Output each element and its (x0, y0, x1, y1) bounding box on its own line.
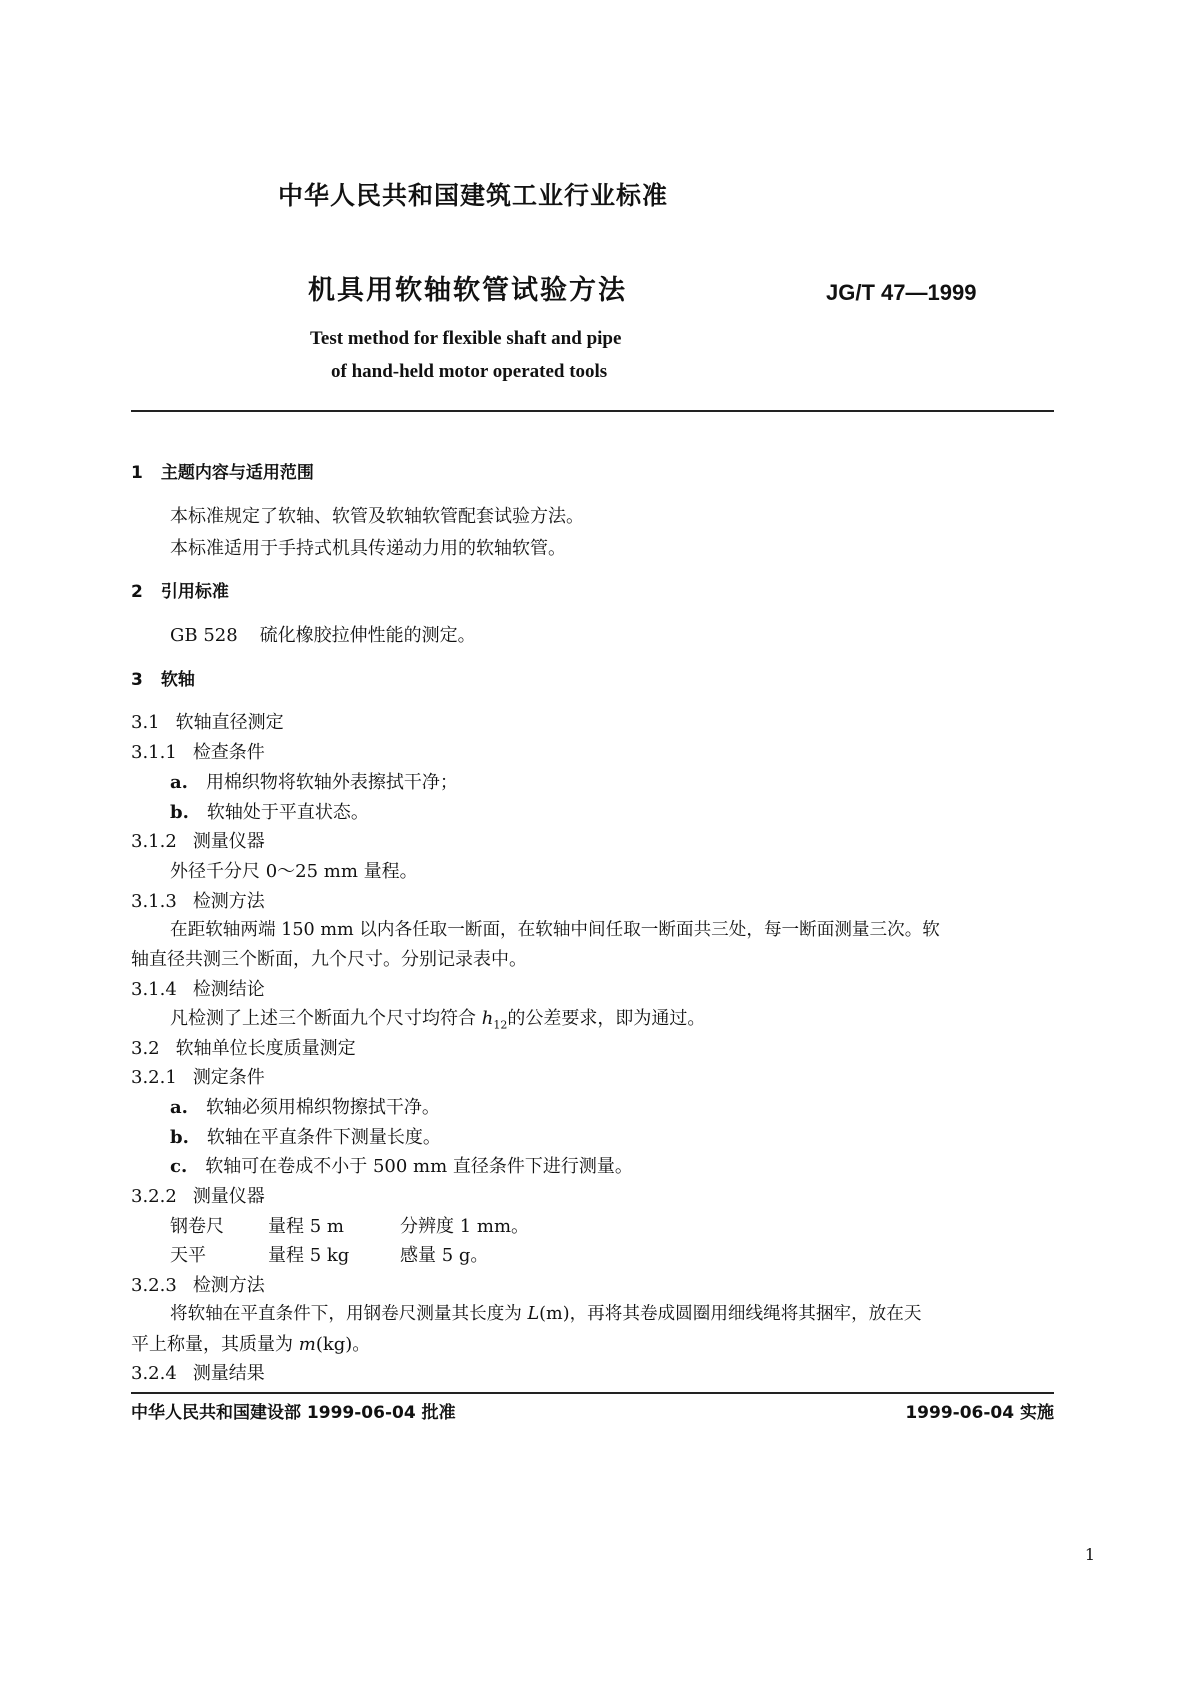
subsection-3-2-3-heading (131, 1271, 265, 1297)
subsection-3-2-2-heading (131, 1182, 265, 1208)
paragraph-line (131, 1330, 370, 1356)
subsection-number: 3.2.3 (131, 1275, 177, 1296)
effective-date-line: 1999-06-04 实施 (905, 1403, 1054, 1423)
subsection-3-1-1-heading (131, 738, 265, 764)
instrument-name: 天平 (170, 1245, 206, 1266)
section-title: 主题内容与适用范围 (160, 463, 314, 483)
subsection-3-2-4-heading (131, 1359, 265, 1385)
section-3-heading (131, 665, 195, 690)
text: 平上称量，其质量为 (131, 1334, 299, 1355)
list-item (170, 1152, 633, 1178)
section-number: 1 (131, 463, 143, 483)
subsection-title: 检查条件 (192, 742, 265, 763)
subsection-title: 测量结果 (192, 1363, 265, 1384)
list-item (170, 798, 369, 824)
section-number: 2 (131, 582, 143, 602)
english-title-line-1: Test method for flexible shaft and pipe (310, 328, 622, 349)
paragraph-line: 在距软轴两端 150 mm 以内各任取一断面，在软轴中间任取一断面共三处，每一断面测量三次。软 (170, 920, 940, 940)
subsection-title: 测量仪器 (192, 831, 265, 852)
instrument-range: 量程 5 m (268, 1216, 344, 1237)
list-text: 软轴在平直条件下测量长度。 (206, 1127, 441, 1148)
subsection-3-2-1-heading (131, 1063, 265, 1089)
tolerance-symbol: h (481, 1008, 494, 1029)
section-title: 软轴 (160, 670, 195, 690)
instrument-range: 量程 5 kg (268, 1245, 350, 1266)
reference-code: GB 528 (170, 625, 238, 646)
paragraph: 本标准适用于手持式机具传递动力用的软轴软管。 (170, 538, 566, 559)
subsection-title: 测量仪器 (192, 1186, 265, 1207)
paragraph: 外径千分尺 0～25 mm 量程。 (170, 861, 418, 882)
subsection-number: 3.1 (131, 712, 160, 733)
reference-title: 硫化橡胶拉伸性能的测定。 (259, 625, 476, 646)
section-2-heading (131, 577, 229, 602)
list-text: 软轴必须用棉织物擦拭干净。 (205, 1097, 440, 1118)
subsection-number: 3.1.3 (131, 891, 177, 912)
subsection-title: 软轴直径测定 (175, 712, 284, 733)
list-item (170, 768, 458, 794)
english-title-line-2: of hand-held motor operated tools (331, 361, 608, 382)
reference-item (170, 621, 476, 647)
text: 凡检测了上述三个断面九个尺寸均符合 (170, 1008, 482, 1029)
subsection-number: 3.2.2 (131, 1186, 177, 1207)
subsection-title: 软轴单位长度质量测定 (175, 1038, 356, 1059)
section-number: 3 (131, 670, 143, 690)
instrument-precision: 分辨度 1 mm。 (400, 1216, 530, 1237)
document-title: 机具用软轴软管试验方法 (308, 275, 627, 306)
subsection-number: 3.1.4 (131, 979, 177, 1000)
list-item (170, 1093, 440, 1119)
list-text: 软轴处于平直状态。 (206, 802, 369, 823)
subsection-title: 测定条件 (192, 1067, 265, 1088)
subsection-number: 3.1.1 (131, 742, 177, 763)
text: (kg)。 (315, 1334, 371, 1355)
subsection-3-1-heading (131, 708, 284, 734)
paragraph (170, 1004, 705, 1032)
list-label: c. (170, 1156, 188, 1177)
subsection-number: 3.2.4 (131, 1363, 177, 1384)
list-label: a. (170, 772, 188, 793)
subsection-title: 检测方法 (192, 891, 265, 912)
subsection-title: 检测结论 (192, 979, 265, 1000)
mass-symbol: m (298, 1334, 316, 1355)
subsection-3-2-heading (131, 1034, 356, 1060)
subsection-3-1-3-heading (131, 887, 265, 913)
approval-line: 中华人民共和国建设部 1999-06-04 批准 (131, 1403, 456, 1423)
list-label: b. (170, 1127, 189, 1148)
text: 的公差要求，即为通过。 (507, 1008, 706, 1029)
list-label: a. (170, 1097, 188, 1118)
list-text: 软轴可在卷成不小于 500 mm 直径条件下进行测量。 (205, 1156, 633, 1177)
text: (m)，再将其卷成圆圈用细线绳将其捆牢，放在天 (539, 1304, 922, 1324)
section-title: 引用标准 (160, 582, 229, 602)
section-1-heading (131, 458, 314, 483)
list-item (170, 1123, 441, 1149)
subsection-number: 3.1.2 (131, 831, 177, 852)
tolerance-subscript: 12 (493, 1018, 508, 1032)
header-divider (131, 410, 1054, 412)
paragraph: 本标准规定了软轴、软管及软轴软管配套试验方法。 (170, 506, 584, 527)
paragraph-line: 轴直径共测三个断面，九个尺寸。分别记录表中。 (131, 949, 527, 970)
subsection-3-1-4-heading (131, 975, 265, 1001)
paragraph-line (170, 1300, 921, 1325)
instrument-name: 钢卷尺 (170, 1216, 224, 1237)
length-symbol: L (527, 1304, 540, 1324)
subsection-title: 检测方法 (192, 1275, 265, 1296)
page-number: 1 (1084, 1545, 1095, 1564)
list-text: 用棉织物将软轴外表擦拭干净； (205, 772, 458, 793)
subsection-number: 3.2 (131, 1038, 160, 1059)
standard-category-title: 中华人民共和国建筑工业行业标准 (278, 181, 669, 210)
list-label: b. (170, 802, 189, 823)
subsection-number: 3.2.1 (131, 1067, 177, 1088)
footer-divider (131, 1392, 1054, 1394)
subsection-3-1-2-heading (131, 827, 265, 853)
standard-code: JG/T 47—1999 (826, 280, 977, 305)
instrument-precision: 感量 5 g。 (400, 1245, 489, 1266)
text: 将软轴在平直条件下，用钢卷尺测量其长度为 (170, 1304, 528, 1324)
